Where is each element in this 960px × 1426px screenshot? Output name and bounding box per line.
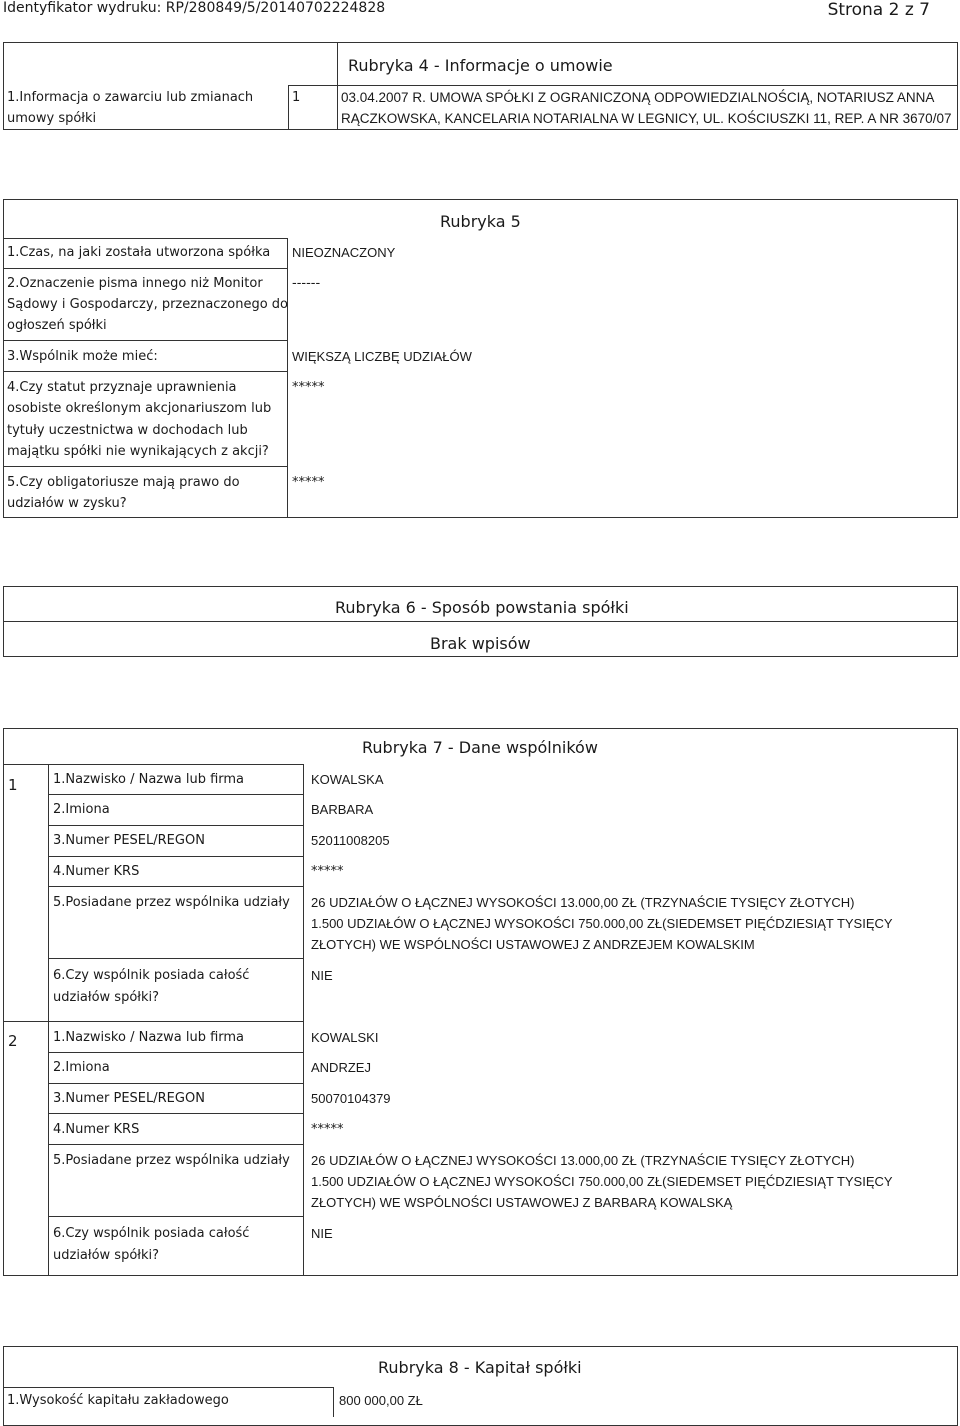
field-label: 4.Numer KRS <box>53 1122 140 1137</box>
field-value: ***** <box>292 380 325 395</box>
field-value: BARBARA <box>311 802 374 817</box>
field-value: NIE <box>311 1226 333 1241</box>
field-label: 1.Nazwisko / Nazwa lub firma <box>53 1030 245 1045</box>
field-label: ogłoszeń spółki <box>7 318 107 333</box>
field-value: ANDRZEJ <box>311 1060 371 1075</box>
field-label: 3.Numer PESEL/REGON <box>53 833 205 848</box>
field-label: udziałów spółki? <box>53 990 160 1005</box>
field-label: 2.Imiona <box>53 802 110 817</box>
field-value: KOWALSKI <box>311 1030 379 1045</box>
field-value: 800 000,00 ZŁ <box>339 1393 423 1408</box>
empty-notice: Brak wpisów <box>430 634 531 653</box>
field-label: 5.Czy obligatoriusze mają prawo do <box>7 475 240 490</box>
field-label: Sądowy i Gospodarczy, przeznaczonego do <box>7 297 288 312</box>
partner-number: 2 <box>8 1032 18 1050</box>
field-value: NIE <box>311 968 333 983</box>
partner-number: 1 <box>8 776 18 794</box>
field-value: RĄCZKOWSKA, KANCELARIA NOTARIALNA W LEGNICY, UL. KOŚCIUSZKI 11, REP. A NR 3670/07 <box>341 111 952 126</box>
print-identifier: Identyfikator wydruku: RP/280849/5/20140702224828 <box>3 0 386 16</box>
field-label: 4.Czy statut przyznaje uprawnienia <box>7 380 237 395</box>
field-label: 2.Oznaczenie pisma innego niż Monitor <box>7 276 263 291</box>
field-value: 26 UDZIAŁÓW O ŁĄCZNEJ WYSOKOŚCI 13.000,00 ZŁ (TRZYNAŚCIE TYSIĘCY ZŁOTYCH) <box>311 1153 855 1168</box>
field-label: 1.Informacja o zawarciu lub zmianach <box>7 90 254 105</box>
field-value: ***** <box>311 1122 344 1137</box>
field-value: ZŁOTYCH) WE WSPÓLNOŚCI USTAWOWEJ Z BARBARĄ KOWALSKĄ <box>311 1195 733 1210</box>
field-label: osobiste określonym akcjonariuszom lub <box>7 401 272 416</box>
field-label: tytuły uczestnictwa w dochodach lub <box>7 423 248 438</box>
field-value: WIĘKSZĄ LICZBĘ UDZIAŁÓW <box>292 349 472 364</box>
page-number: Strona 2 z 7 <box>827 0 930 20</box>
field-label: 3.Wspólnik może mieć: <box>7 349 158 364</box>
field-label: 4.Numer KRS <box>53 864 140 879</box>
field-label: 2.Imiona <box>53 1060 110 1075</box>
section-title: Rubryka 5 <box>440 212 521 231</box>
field-value: 1.500 UDZIAŁÓW O ŁĄCZNEJ WYSOKOŚCI 750.000,00 ZŁ(SIEDEMSET PIĘĆDZIESIĄT TYSIĘCY <box>311 916 893 931</box>
field-value: ***** <box>292 475 325 490</box>
field-value: 1.500 UDZIAŁÓW O ŁĄCZNEJ WYSOKOŚCI 750.000,00 ZŁ(SIEDEMSET PIĘĆDZIESIĄT TYSIĘCY <box>311 1174 893 1189</box>
field-label: 6.Czy wspólnik posiada całość <box>53 1226 250 1241</box>
field-label: 6.Czy wspólnik posiada całość <box>53 968 250 983</box>
section-title: Rubryka 7 - Dane wspólników <box>362 738 598 757</box>
field-label: 1.Nazwisko / Nazwa lub firma <box>53 772 245 787</box>
field-value: 52011008205 <box>311 833 390 848</box>
field-label: 1.Wysokość kapitału zakładowego <box>7 1393 229 1408</box>
field-label: udziałów spółki? <box>53 1248 160 1263</box>
section-title: Rubryka 8 - Kapitał spółki <box>378 1358 582 1377</box>
field-label: umowy spółki <box>7 111 97 126</box>
section-title: Rubryka 4 - Informacje o umowie <box>348 56 613 75</box>
field-value: ------ <box>292 276 321 291</box>
field-value: ***** <box>311 864 344 879</box>
field-label: 3.Numer PESEL/REGON <box>53 1091 205 1106</box>
field-value: NIEOZNACZONY <box>292 245 396 260</box>
field-label: 1.Czas, na jaki została utworzona spółka <box>7 245 271 260</box>
entry-number: 1 <box>292 90 301 105</box>
field-label: 5.Posiadane przez wspólnika udziały <box>53 895 290 910</box>
field-label: majątku spółki nie wynikających z akcji? <box>7 444 269 459</box>
field-value: KOWALSKA <box>311 772 384 787</box>
field-label: udziałów w zysku? <box>7 496 127 511</box>
section-title: Rubryka 6 - Sposób powstania spółki <box>335 598 629 617</box>
field-label: 5.Posiadane przez wspólnika udziały <box>53 1153 290 1168</box>
field-value: 03.04.2007 R. UMOWA SPÓŁKI Z OGRANICZONĄ ODPOWIEDZIALNOŚCIĄ, NOTARIUSZ ANNA <box>341 90 935 105</box>
field-value: ZŁOTYCH) WE WSPÓLNOŚCI USTAWOWEJ Z ANDRZEJEM KOWALSKIM <box>311 937 755 952</box>
field-value: 50070104379 <box>311 1091 391 1106</box>
field-value: 26 UDZIAŁÓW O ŁĄCZNEJ WYSOKOŚCI 13.000,00 ZŁ (TRZYNAŚCIE TYSIĘCY ZŁOTYCH) <box>311 895 855 910</box>
